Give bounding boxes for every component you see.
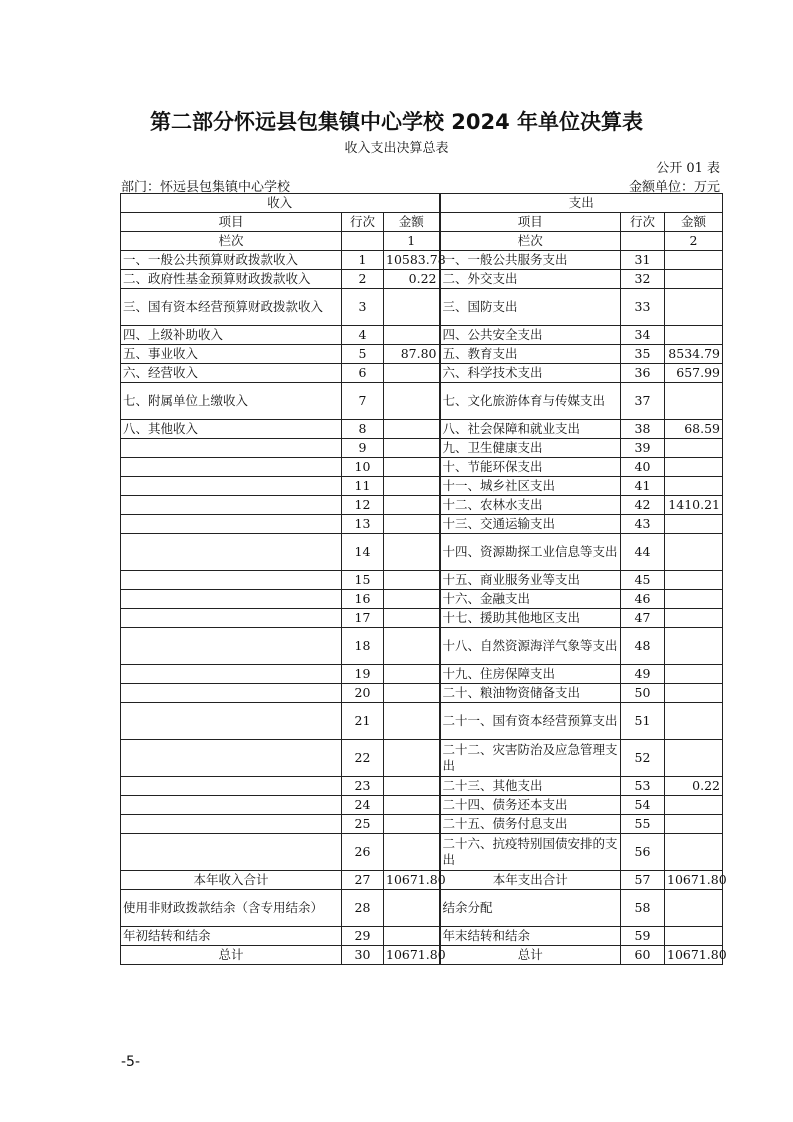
income-line-no: 30 xyxy=(342,946,384,965)
income-line-no: 8 xyxy=(342,420,384,439)
income-item xyxy=(121,439,342,458)
income-amount xyxy=(384,590,440,609)
expense-amount xyxy=(665,609,723,628)
income-amount xyxy=(384,684,440,703)
income-item xyxy=(121,590,342,609)
expense-amount xyxy=(665,590,723,609)
expense-line-no: 40 xyxy=(621,458,665,477)
income-item xyxy=(121,458,342,477)
expense-item-header: 项目 xyxy=(440,213,621,232)
income-line-no: 3 xyxy=(342,289,384,326)
expense-amount xyxy=(665,927,723,946)
expense-amount xyxy=(665,251,723,270)
summary-row xyxy=(121,871,723,890)
income-item: 一、一般公共预算财政拨款收入 xyxy=(121,251,342,270)
income-item: 六、经营收入 xyxy=(121,364,342,383)
expense-line-no: 60 xyxy=(621,946,665,965)
income-amount xyxy=(384,927,440,946)
income-amount xyxy=(384,496,440,515)
income-line-no: 18 xyxy=(342,628,384,665)
income-line-no: 19 xyxy=(342,665,384,684)
table-row xyxy=(121,534,723,571)
income-line-no: 23 xyxy=(342,777,384,796)
income-item xyxy=(121,496,342,515)
income-line-no: 11 xyxy=(342,477,384,496)
income-header: 收入 xyxy=(121,194,440,213)
income-amount: 10671.80 xyxy=(384,946,440,965)
table-row xyxy=(121,834,723,871)
expense-item: 一、一般公共服务支出 xyxy=(440,251,621,270)
expense-line-no: 35 xyxy=(621,345,665,364)
income-amount xyxy=(384,628,440,665)
income-amount xyxy=(384,420,440,439)
income-amount-header: 金额 xyxy=(384,213,440,232)
expense-amount-header: 金额 xyxy=(665,213,723,232)
expense-line-no: 38 xyxy=(621,420,665,439)
expense-item: 年末结转和结余 xyxy=(440,927,621,946)
income-line-no: 4 xyxy=(342,326,384,345)
summary-row xyxy=(121,946,723,965)
income-amount xyxy=(384,571,440,590)
expense-amount xyxy=(665,458,723,477)
department-label: 部门：怀远县包集镇中心学校 xyxy=(121,180,291,195)
income-item xyxy=(121,740,342,777)
expense-line-no: 32 xyxy=(621,270,665,289)
income-amount xyxy=(384,834,440,871)
income-line-no: 26 xyxy=(342,834,384,871)
income-line-no: 14 xyxy=(342,534,384,571)
expense-item: 本年支出合计 xyxy=(440,871,621,890)
income-amount xyxy=(384,515,440,534)
income-amount xyxy=(384,439,440,458)
expense-item: 二十五、债务付息支出 xyxy=(440,815,621,834)
expense-amount: 657.99 xyxy=(665,364,723,383)
income-item xyxy=(121,609,342,628)
income-line-no: 20 xyxy=(342,684,384,703)
income-amount xyxy=(384,609,440,628)
table-row xyxy=(121,439,723,458)
table-row xyxy=(121,609,723,628)
expense-item: 十八、自然资源海洋气象等支出 xyxy=(440,628,621,665)
income-line-no: 28 xyxy=(342,890,384,927)
income-item: 八、其他收入 xyxy=(121,420,342,439)
income-line-no: 5 xyxy=(342,345,384,364)
income-line-no: 17 xyxy=(342,609,384,628)
expense-item: 结余分配 xyxy=(440,890,621,927)
expense-amount xyxy=(665,477,723,496)
table-row xyxy=(121,251,723,270)
expense-line-no: 47 xyxy=(621,609,665,628)
expense-line-no: 46 xyxy=(621,590,665,609)
table-row xyxy=(121,326,723,345)
expense-line-no: 51 xyxy=(621,703,665,740)
income-amount xyxy=(384,458,440,477)
expense-line-header: 行次 xyxy=(621,213,665,232)
expense-line-no: 52 xyxy=(621,740,665,777)
income-item xyxy=(121,703,342,740)
expense-item: 九、卫生健康支出 xyxy=(440,439,621,458)
expense-amount xyxy=(665,684,723,703)
income-line-no: 22 xyxy=(342,740,384,777)
header-row-columns xyxy=(121,213,723,232)
income-column-number: 1 xyxy=(384,232,440,251)
form-number: 公开 01 表 xyxy=(656,161,720,176)
expense-line-no: 57 xyxy=(621,871,665,890)
expense-line-no: 56 xyxy=(621,834,665,871)
income-line-no: 27 xyxy=(342,871,384,890)
expense-amount xyxy=(665,289,723,326)
expense-amount xyxy=(665,534,723,571)
expense-line-no: 53 xyxy=(621,777,665,796)
income-amount xyxy=(384,815,440,834)
expense-amount xyxy=(665,740,723,777)
income-line-header: 行次 xyxy=(342,213,384,232)
table-row xyxy=(121,665,723,684)
income-item-header: 项目 xyxy=(121,213,342,232)
income-line-no: 1 xyxy=(342,251,384,270)
income-line-no: 12 xyxy=(342,496,384,515)
income-line-no: 6 xyxy=(342,364,384,383)
table-row xyxy=(121,796,723,815)
expense-amount xyxy=(665,890,723,927)
expense-amount xyxy=(665,815,723,834)
expense-amount xyxy=(665,665,723,684)
income-amount xyxy=(384,703,440,740)
expense-item: 三、国防支出 xyxy=(440,289,621,326)
income-item xyxy=(121,777,342,796)
expense-line-no: 34 xyxy=(621,326,665,345)
table-row xyxy=(121,777,723,796)
income-item: 二、政府性基金预算财政拨款收入 xyxy=(121,270,342,289)
expense-amount xyxy=(665,796,723,815)
expense-line-no: 42 xyxy=(621,496,665,515)
expense-line-no: 43 xyxy=(621,515,665,534)
income-amount xyxy=(384,534,440,571)
table-row xyxy=(121,815,723,834)
expense-amount xyxy=(665,571,723,590)
header-row-column-numbers xyxy=(121,232,723,251)
expense-amount xyxy=(665,628,723,665)
income-amount xyxy=(384,477,440,496)
expense-line-no: 59 xyxy=(621,927,665,946)
table-row xyxy=(121,703,723,740)
income-amount: 10671.80 xyxy=(384,871,440,890)
income-item xyxy=(121,477,342,496)
income-line-no: 21 xyxy=(342,703,384,740)
expense-item: 十六、金融支出 xyxy=(440,590,621,609)
income-line-no: 29 xyxy=(342,927,384,946)
expense-item: 十四、资源勘探工业信息等支出 xyxy=(440,534,621,571)
expense-line-no: 50 xyxy=(621,684,665,703)
income-amount xyxy=(384,796,440,815)
amount-unit-label: 金额单位：万元 xyxy=(628,180,720,195)
expense-amount: 1410.21 xyxy=(665,496,723,515)
expense-column-number: 2 xyxy=(665,232,723,251)
expense-line-no: 55 xyxy=(621,815,665,834)
expense-item: 二、外交支出 xyxy=(440,270,621,289)
expense-line-no: 37 xyxy=(621,383,665,420)
expense-item: 五、教育支出 xyxy=(440,345,621,364)
page-number: -5- xyxy=(121,1054,141,1070)
expense-amount xyxy=(665,383,723,420)
income-item: 五、事业收入 xyxy=(121,345,342,364)
income-item xyxy=(121,665,342,684)
income-item: 三、国有资本经营预算财政拨款收入 xyxy=(121,289,342,326)
expense-item: 二十四、债务还本支出 xyxy=(440,796,621,815)
table-row xyxy=(121,571,723,590)
expense-item: 十、节能环保支出 xyxy=(440,458,621,477)
expense-amount: 10671.80 xyxy=(665,871,723,890)
table-row xyxy=(121,289,723,326)
income-item: 使用非财政拨款结余（含专用结余） xyxy=(121,890,342,927)
income-item xyxy=(121,796,342,815)
income-amount xyxy=(384,364,440,383)
income-item xyxy=(121,515,342,534)
expense-item: 七、文化旅游体育与传媒支出 xyxy=(440,383,621,420)
table-row xyxy=(121,684,723,703)
expense-item: 十九、住房保障支出 xyxy=(440,665,621,684)
expense-column-label: 栏次 xyxy=(440,232,621,251)
expense-line-no: 33 xyxy=(621,289,665,326)
income-line-no: 2 xyxy=(342,270,384,289)
income-amount xyxy=(384,740,440,777)
income-line-no: 13 xyxy=(342,515,384,534)
income-item: 本年收入合计 xyxy=(121,871,342,890)
expense-amount: 0.22 xyxy=(665,777,723,796)
table-subtitle: 收入支出决算总表 xyxy=(344,141,449,156)
income-item: 四、上级补助收入 xyxy=(121,326,342,345)
table-row xyxy=(121,628,723,665)
expense-amount: 8534.79 xyxy=(665,345,723,364)
expense-item: 六、科学技术支出 xyxy=(440,364,621,383)
expense-amount xyxy=(665,515,723,534)
expense-amount: 10671.80 xyxy=(665,946,723,965)
expense-line-no: 58 xyxy=(621,890,665,927)
income-amount: 87.80 xyxy=(384,345,440,364)
income-amount xyxy=(384,777,440,796)
table-row xyxy=(121,477,723,496)
income-line-no: 16 xyxy=(342,590,384,609)
expense-item: 二十一、国有资本经营预算支出 xyxy=(440,703,621,740)
income-expense-table xyxy=(120,193,727,965)
income-item xyxy=(121,684,342,703)
income-amount xyxy=(384,383,440,420)
expense-item: 十二、农林水支出 xyxy=(440,496,621,515)
expense-item: 总计 xyxy=(440,946,621,965)
header-row-section xyxy=(121,194,723,213)
income-item xyxy=(121,534,342,571)
income-item: 年初结转和结余 xyxy=(121,927,342,946)
income-column-line-blank xyxy=(342,232,384,251)
income-item: 七、附属单位上缴收入 xyxy=(121,383,342,420)
page-title: 第二部分怀远县包集镇中心学校 2024 年单位决算表 xyxy=(149,110,644,134)
expense-line-no: 41 xyxy=(621,477,665,496)
table-row xyxy=(121,496,723,515)
expense-item: 十三、交通运输支出 xyxy=(440,515,621,534)
income-line-no: 25 xyxy=(342,815,384,834)
income-line-no: 10 xyxy=(342,458,384,477)
expense-amount xyxy=(665,703,723,740)
income-amount xyxy=(384,890,440,927)
expense-item: 二十六、抗疫特别国债安排的支出 xyxy=(440,834,621,871)
income-amount xyxy=(384,665,440,684)
expense-line-no: 45 xyxy=(621,571,665,590)
income-line-no: 7 xyxy=(342,383,384,420)
summary-row xyxy=(121,890,723,927)
expense-line-no: 48 xyxy=(621,628,665,665)
income-item xyxy=(121,815,342,834)
expense-column-line-blank xyxy=(621,232,665,251)
income-line-no: 9 xyxy=(342,439,384,458)
income-amount: 0.22 xyxy=(384,270,440,289)
expense-line-no: 54 xyxy=(621,796,665,815)
expense-item: 四、公共安全支出 xyxy=(440,326,621,345)
expense-line-no: 44 xyxy=(621,534,665,571)
expense-amount xyxy=(665,439,723,458)
expense-item: 二十、粮油物资储备支出 xyxy=(440,684,621,703)
expense-item: 二十三、其他支出 xyxy=(440,777,621,796)
expense-item: 二十二、灾害防治及应急管理支出 xyxy=(440,740,621,777)
table-row xyxy=(121,458,723,477)
table-row xyxy=(121,364,723,383)
income-amount xyxy=(384,326,440,345)
table-row xyxy=(121,383,723,420)
income-column-label: 栏次 xyxy=(121,232,342,251)
table-row xyxy=(121,270,723,289)
expense-line-no: 39 xyxy=(621,439,665,458)
income-item xyxy=(121,628,342,665)
expense-amount xyxy=(665,270,723,289)
expense-amount: 68.59 xyxy=(665,420,723,439)
income-line-no: 15 xyxy=(342,571,384,590)
expense-item: 八、社会保障和就业支出 xyxy=(440,420,621,439)
income-item xyxy=(121,571,342,590)
table-row xyxy=(121,590,723,609)
table-row xyxy=(121,345,723,364)
expense-line-no: 36 xyxy=(621,364,665,383)
table-row xyxy=(121,740,723,777)
table-row xyxy=(121,515,723,534)
expense-item: 十七、援助其他地区支出 xyxy=(440,609,621,628)
expense-item: 十五、商业服务业等支出 xyxy=(440,571,621,590)
table-row xyxy=(121,420,723,439)
income-amount xyxy=(384,289,440,326)
expense-line-no: 31 xyxy=(621,251,665,270)
expense-amount xyxy=(665,834,723,871)
expense-header: 支出 xyxy=(440,194,723,213)
expense-item: 十一、城乡社区支出 xyxy=(440,477,621,496)
income-amount: 10583.78 xyxy=(384,251,440,270)
expense-amount xyxy=(665,326,723,345)
income-item: 总计 xyxy=(121,946,342,965)
expense-line-no: 49 xyxy=(621,665,665,684)
summary-row xyxy=(121,927,723,946)
income-item xyxy=(121,834,342,871)
income-line-no: 24 xyxy=(342,796,384,815)
